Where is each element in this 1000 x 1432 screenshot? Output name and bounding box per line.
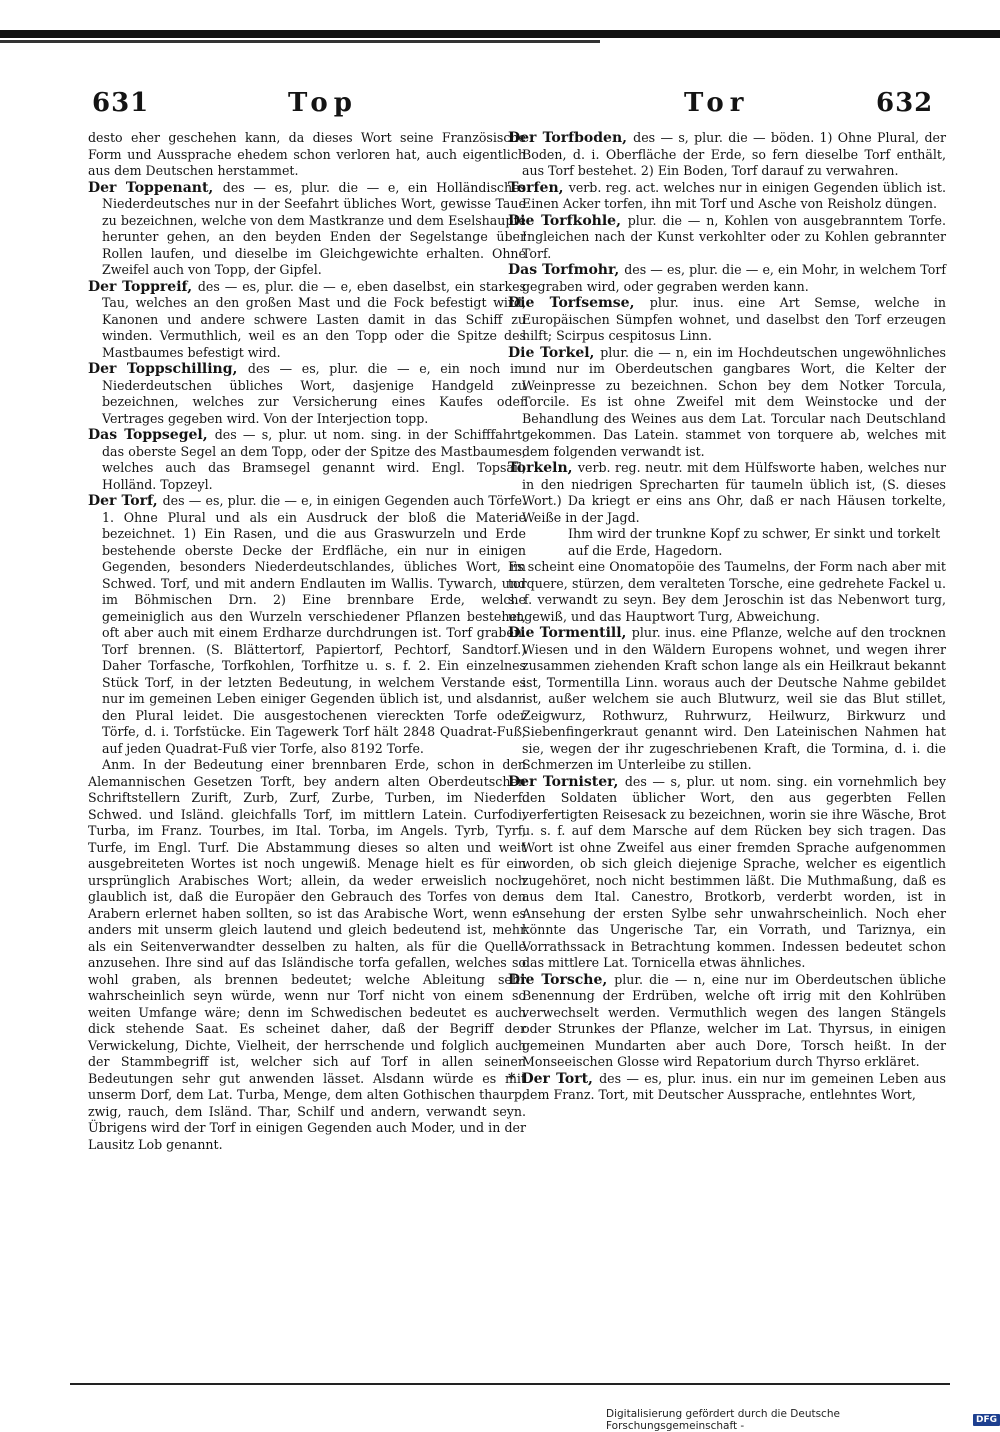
entry-headword: Das Toppsegel,	[88, 427, 215, 443]
entry-text: des — es, plur. die — e, ein noch im Niederdeutschen übliches Wort, dasjenige Handgeld zu bezeichnen, welches zur Versicherung eines Kaufes oder Vertrages gegeben wird. Von der Interjection topp.	[102, 361, 527, 426]
entry-text: plur. die — n, Kohlen von ausgebranntem Torfe. Ingleichen nach der Kunst verkohlter oder zu Kohlen gebrannter Torf.	[522, 212, 946, 261]
entry-text: plur. die — n, ein im Hochdeutschen ungewöhnliches und nur im Oberdeutschen gangbares Wort, die Kelter der Weinpresse zu bezeichnen. Schon bey dem Notker Torcula, Torcile. Es ist ohne Zweifel mit dem Weinstocke und der Behandlung des Weines aus dem Lat. Torcular nach Deutschland gekommen. Das Latein. stammet von torquere ab, welches mit dem folgenden verwandt ist.	[522, 344, 946, 459]
dictionary-entry	[508, 1071, 946, 1104]
entry-text: des — s, plur. ut nom. sing. ein vornehmlich bey den Soldaten üblicher Wort, den aus gegerbten Fellen verfertigten Reisesack zu bezeichnen, worin sie ihre Wäsche, Brot u. s. f. auf dem Marsche auf dem Rücken bey sich tragen. Das Wort ist ohne Zweifel aus einer fremden Sprache aufgenommen worden, ob sich gleich diejenige Sprache, welcher es eigentlich zugehöret, noch nicht bestimmen läßt. Die Muthmaßung, daß es aus dem Ital. Canestro, Brotkorb, verderbt worden, ist in Ansehung der ersten Sylbe sehr unwahrscheinlich. Noch eher könnte das Ungerische Tar, ein Vorrath, und Tariznya, ein Vorrathssack in Betrachtung kommen. Indessen bedeutet schon das mittlere Lat. Tornicella etwas ähnliches.	[522, 773, 946, 970]
page-bottom-rule	[70, 1383, 950, 1385]
dictionary-entry	[508, 559, 946, 625]
left-column	[88, 130, 526, 1153]
entry-text: des — es, plur. die — e, eben daselbst, ein starkes Tau, welches an den großen Mast und die Fock befestigt wird, Kanonen und andere schwere Lasten damit in das Schiff zu winden. Vermuthlich, weil es an den Topp oder die Spitze des Mastbaumes befestigt wird.	[102, 278, 527, 360]
right-running-head: Tor	[684, 88, 750, 118]
dictionary-entry	[508, 130, 946, 180]
entry-text: plur. inus. eine Art Semse, welche in Europäischen Sümpfen wohnet, und daselbst den Torf erzeugen hilft; Scirpus cespitosus Linn.	[522, 295, 946, 343]
left-running-head: Top	[288, 88, 358, 118]
entry-headword: Das Torfmohr,	[508, 262, 625, 278]
dictionary-entry	[88, 361, 526, 427]
entry-headword: Torkeln,	[508, 460, 578, 476]
entry-text: des — s, plur. die — böden. 1) Ohne Plural, der Boden, d. i. Oberfläche der Erde, so fern dieselbe Torf enthält, aus Torf bestehet. 2) Ein Boden, Torf darauf zu verwahren.	[522, 130, 946, 178]
entry-text: verb. reg. neutr. mit dem Hülfsworte haben, welches nur in den niedrigen Sprecharten für taumeln üblich ist, (S. dieses Wort.) Da kriegt er eins ans Ohr, daß er nach Häusen torkelte, Weiße in der Jagd.	[522, 460, 946, 525]
entry-headword: Die Torkel,	[508, 344, 601, 361]
scan-top-border	[0, 30, 1000, 38]
entry-headword: Der Toppreif,	[88, 278, 198, 295]
dfg-logo-icon: DFG	[973, 1414, 1000, 1426]
entry-headword: Der Tornister,	[508, 773, 625, 790]
right-column	[508, 130, 946, 1104]
dictionary-entry	[88, 427, 526, 493]
dictionary-entry	[88, 279, 526, 362]
entry-text: des — es, plur. die — e, in einigen Gegenden auch Törfe. 1. Ohne Plural und als ein Ausdruck der bloß die Materie bezeichnet. 1) Ein Rasen, und die aus Graswurzeln und Erde bestehende oberste Decke der Erdfläche, ein nur in einigen Gegenden, besonders Niederdeutschlandes, übliches Wort, im Schwed. Torf, und mit andern Endlauten im Wallis. Tywarch, und im Böhmischen Drn. 2) Eine brennbare Erde, welche gemeiniglich aus den Wurzeln verschiedener Pflanzen bestehet, oft aber auch mit einem Erdharze durchdrungen ist. Torf graben. Torf brennen. (S. Blättertorf, Papiertorf, Pechtorf, Sandtorf.) Daher Torfasche, Torfkohlen, Torfhitze u. s. f. 2. Ein einzelnes Stück Torf, in der letzten Bedeutung, in welchem Verstande es nur im gemeinen Leben einiger Gegenden üblich ist, und alsdann den Plural leidet. Die ausgestochenen viereckten Torfe oder Törfe, d. i. Torfstücke. Ein Tagewerk Torf hält 2848 Quadrat-Fuß, auf jeden Quadrat-Fuß vier Torfe, also 8192 Torfe.	[102, 493, 526, 756]
entry-text: Es scheint eine Onomatopöie des Taumelns, der Form nach aber mit torquere, stürzen, dem veralteten Torsche, eine gedrehete Fackel u. s. f. verwandt zu seyn. Bey dem Jeroschin ist das Nebenwort turg, ungewiß, und das Hauptwort Turg, Abweichung.	[508, 559, 946, 624]
entry-text: des — s, plur. ut nom. sing. in der Schifffahrt, das oberste Segel an dem Topp, oder der Spitze des Mastbaumes, welches auch das Bramsegel genannt wird. Engl. Topsail, Holländ. Topzeyl.	[102, 427, 527, 492]
entry-headword: Der Torfboden,	[508, 130, 634, 146]
entry-headword: Die Tormentill,	[508, 625, 632, 641]
dictionary-entry	[508, 295, 946, 345]
entry-headword: Der Torf,	[88, 493, 163, 509]
entry-headword: Der Toppschilling,	[88, 361, 248, 377]
dictionary-entry	[88, 493, 526, 757]
dictionary-entry	[88, 180, 526, 279]
entry-headword: Torfen,	[508, 179, 569, 196]
dictionary-entry	[508, 972, 946, 1071]
right-page-number: 632	[876, 88, 934, 118]
dictionary-entry	[508, 262, 946, 295]
entry-text: Anm. In der Bedeutung einer brennbaren Erde, schon in den Alemannischen Gesetzen Torft, bey andern alten Oberdeutschen Schriftstellern Zurift, Zurb, Zurf, Zurbe, Turben, im Niederf. Schwed. und Isländ. gleichfalls Torf, im mittlern Latein. Curfodi, Turba, im Franz. Tourbes, im Ital. Torba, im Angels. Tyrb, Tyrf, Turfe, im Engl. Turf. Die Abstammung dieses so alten und weit ausgebreiteten Wortes ist noch ungewiß. Menage hielt es für ein ursprünglich Arabisches Wort; allein, da weder erweislich noch glaublich ist, daß die Europäer den Gebrauch des Torfes von den Arabern erlernet haben sollten, so ist das Arabische Wort, wenn es anders mit unserm gleich lautend und gleich bedeutend ist, mehr als ein Seitenverwandter desselben zu halten, als für die Quelle anzusehen. Ihre sind auf das Isländische torfa gefallen, welches so wohl graben, als brennen bedeutet; welche Ableitung sehr wahrscheinlich seyn würde, wenn nur Torf nicht von einem so weiten Umfange wäre; denn im Schwedischen bedeutet es auch dick stehende Saat. Es scheinet daher, daß der Begriff der Verwickelung, Dichte, Vielheit, der herrschende und folglich auch der Stammbegriff ist, welcher sich auf Torf in allen seinen Bedeutungen sehr gut anwenden lässet. Alsdann würde es mit unserm Dorf, dem Lat. Turba, Menge, dem alten Gothischen thaurp, zwig, rauch, dem Isländ. Thar, Schilf und andern, verwandt seyn. Übrigens wird der Torf in einigen Gegenden auch Moder, und in der Lausitz Lob genannt.	[88, 757, 526, 1152]
dictionary-entry	[508, 345, 946, 461]
entry-text: desto eher geschehen kann, da dieses Wort seine Französische Form und Aussprache ehedem schon verloren hat, auch eigentlich aus dem Deutschen herstammet.	[88, 130, 526, 178]
dictionary-entry	[88, 757, 526, 1153]
entry-headword: Der Toppenant,	[88, 179, 223, 196]
scan-top-border-shadow	[0, 40, 600, 43]
footer-text: Digitalisierung gefördert durch die Deutsche Forschungsgemeinschaft -	[606, 1408, 840, 1432]
entry-headword: Die Torfsemse,	[508, 295, 650, 311]
entry-text: plur. die — n, eine nur im Oberdeutschen übliche Benennung der Erdrüben, welche oft irrig mit den Kohlrüben verwechselt werden. Vermuthlich wegen des langen Stängels oder Strunkes der Pflanze, welcher im Lat. Thyrsus, in einigen gemeinen Mundarten aber auch Dore, Torsch heißt. In der Monseeischen Glosse wird Repatorium durch Thyrso erkläret.	[522, 971, 946, 1069]
entry-text: des — es, plur. die — e, ein Mohr, in welchem Torf gegraben wird, oder gegraben werden kann.	[522, 262, 946, 294]
entry-text: plur. inus. eine Pflanze, welche auf den trocknen Wiesen und in den Wäldern Europens wohnet, und wegen ihrer zusammen ziehenden Kraft schon lange als ein Heilkraut bekannt ist, Tormentilla Linn. woraus auch der Deutsche Nahme gebildet ist, außer welchem sie auch Blutwurz, weil sie das Blut stillet, Zeigwurz, Rothwurz, Ruhrwurz, Heilwurz, Birkwurz und Siebenfingerkraut genannt wird. Den Lateinischen Nahmen hat sie, wegen der ihr zugeschriebenen Kraft, die Tormina, d. i. die Schmerzen im Unterleibe zu stillen.	[522, 625, 946, 772]
dictionary-entry	[508, 774, 946, 972]
dictionary-entry	[508, 213, 946, 263]
dictionary-entry	[508, 460, 946, 526]
dictionary-entry	[508, 625, 946, 774]
entry-headword: Die Torfkohle,	[508, 212, 628, 229]
dictionary-entry	[508, 180, 946, 213]
entry-text: Ihm wird der trunkne Kopf zu schwer, Er sinkt und torkelt auf die Erde, Hagedorn.	[568, 526, 941, 558]
dictionary-entry	[88, 130, 526, 180]
entry-headword: Die Torsche,	[508, 971, 615, 988]
footer-credit	[606, 1408, 1000, 1432]
entry-text: des — es, plur. die — e, ein Holländisches Niederdeutsches nur in der Seefahrt übliches Wort, gewisse Taue zu bezeichnen, welche von dem Mastkranze und dem Eselshaupte herunter gehen, an den beyden Enden der Segelstange über Rollen laufen, und dieselbe im Gleichgewichte erhalten. Ohne Zweifel auch von Topp, der Gipfel.	[102, 179, 526, 277]
entry-text: des — es, plur. inus. ein nur im gemeinen Leben aus dem Franz. Tort, mit Deutscher Aussprache, entlehntes Wort,	[522, 1070, 946, 1102]
dictionary-entry	[508, 526, 946, 559]
entry-headword: * Der Tort,	[508, 1070, 600, 1087]
entry-text: verb. reg. act. welches nur in einigen Gegenden üblich ist. Einen Acker torfen, ihn mit Torf und Asche von Reisholz düngen.	[522, 179, 946, 211]
left-page-number: 631	[92, 88, 150, 118]
